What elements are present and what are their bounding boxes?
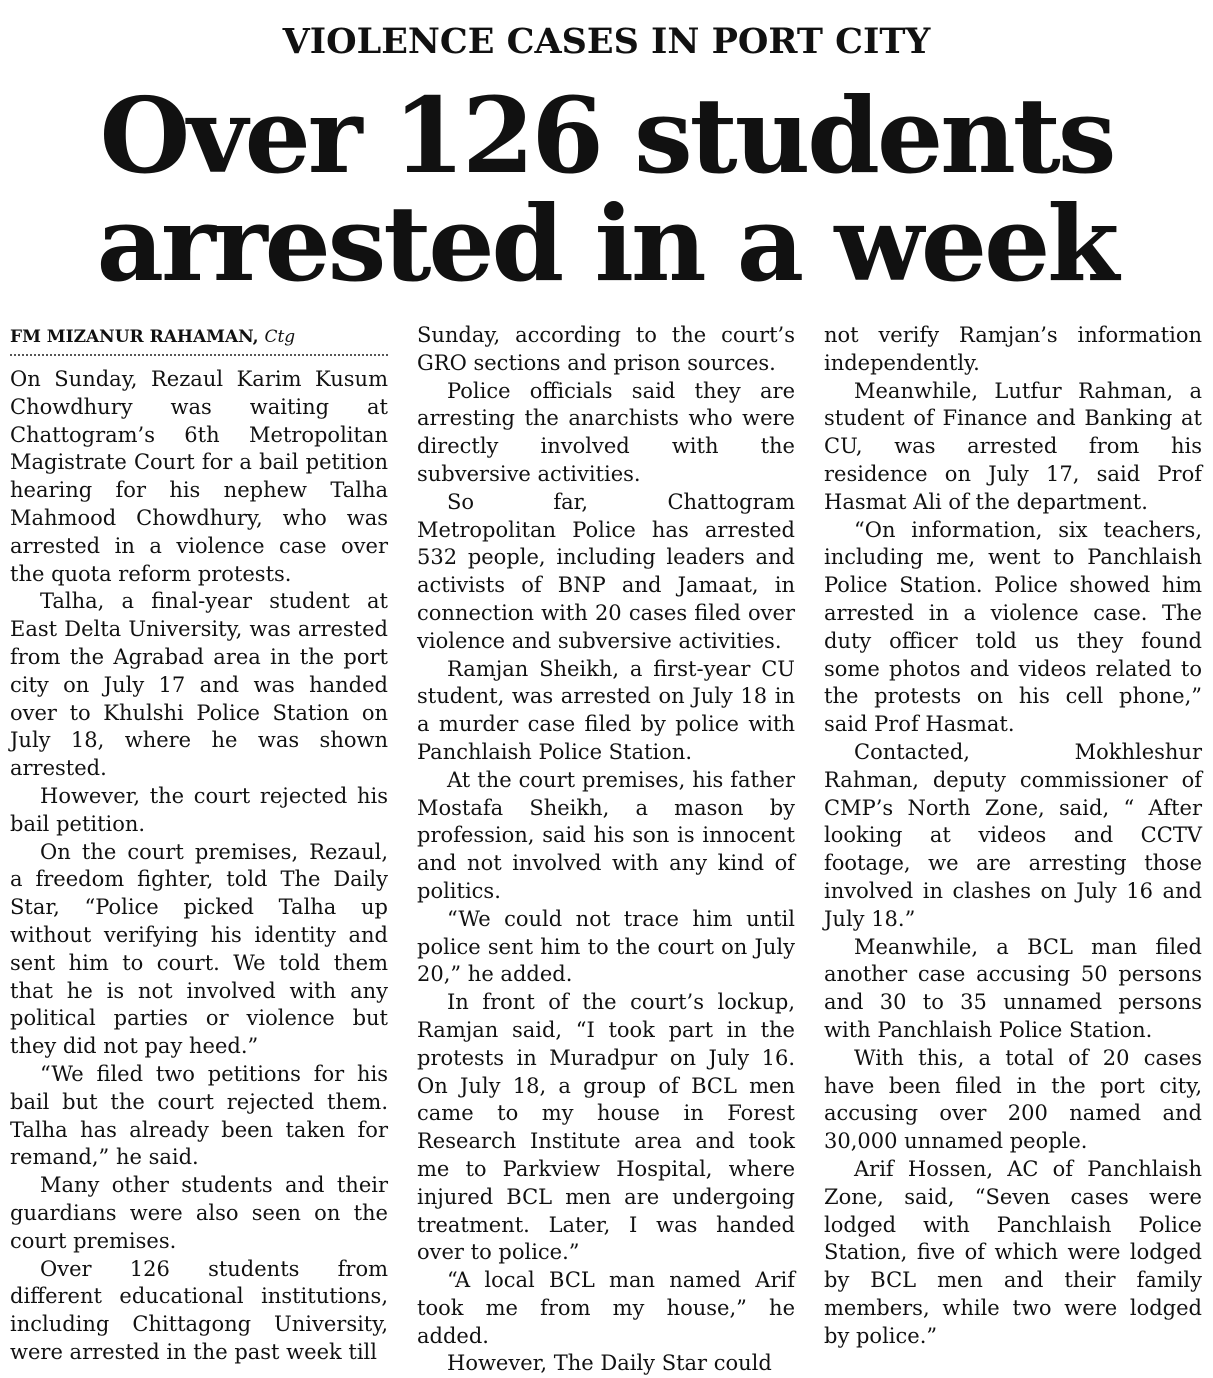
paragraph: On the court premises, Rezaul, a freedom fighter, told The Daily Star, “Police picked Talha up without verifying his identity and sent him to court. We told them that he is not involved with any political parties or violence but they did not pay heed.”: [10, 839, 388, 1059]
paragraph: With this, a total of 20 cases have been filed in the port city, accusing over 200 named and 30,000 unnamed people.: [824, 1045, 1202, 1154]
paragraph: Talha, a final-year student at East Delta University, was arrested from the Agrabad area in the port city on July 17 and was handed over to Khulshi Police Station on July 18, where he was shown arrested.: [10, 589, 388, 781]
article-column-2: [417, 322, 795, 1378]
article-column-3: [824, 322, 1202, 1350]
paragraph: Arif Hossen, AC of Panchlaish Zone, said, “Seven cases were lodged with Panchlaish Police Station, five of which were lodged by BCL men and their family members, while two were lodged by police.”: [824, 1156, 1202, 1348]
paragraph: On Sunday, Rezaul Karim Kusum Chowdhury was waiting at Chattogram’s 6th Metropolitan Magistrate Court for a bail petition hearing for his nephew Talha Mahmood Chowdhury, who was arrested in a violence case over the quota reform protests.: [10, 367, 388, 586]
article-column-1: [10, 322, 388, 1367]
paragraph: “On information, six teachers, including me, went to Panchlaish Police Station. Police showed him arrested in a violence case. The duty officer told us they found some photos and videos related to the protests on his cell phone,” said Prof Hasmat.: [824, 517, 1202, 737]
paragraph: However, The Daily Star could: [447, 1351, 772, 1376]
headline-line-1: Over 126 students: [99, 74, 1114, 197]
paragraph: Meanwhile, a BCL man filed another case accusing 50 persons and 30 to 35 unnamed persons with Panchlaish Police Station.: [824, 934, 1202, 1042]
headline-line-2: arrested in a week: [96, 182, 1117, 305]
byline-location: Ctg: [264, 327, 296, 347]
paragraph: Meanwhile, Lutfur Rahman, a student of Finance and Banking at CU, was arrested from his residence on July 17, said Prof Hasmat Ali of the department.: [824, 378, 1202, 514]
headline: [0, 74, 1213, 305]
paragraph: Sunday, according to the court’s GRO sections and prison sources.: [417, 323, 795, 375]
paragraph: “A local BCL man named Arif took me from my house,” he added.: [417, 1268, 795, 1348]
byline-divider: [10, 354, 388, 356]
paragraph: not verify Ramjan’s information independently.: [824, 323, 1202, 375]
paragraph: Over 126 students from different educational institutions, including Chittagong University, were arrested in the past week till: [10, 1256, 388, 1364]
paragraph: Police officials said they are arresting the anarchists who were directly involved with the subversive activities.: [417, 378, 795, 486]
paragraph: In front of the court’s lockup, Ramjan said, “I took part in the protests in Muradpur on July 16. On July 18, a group of BCL men came to my house in Forest Research Institute area and took me to Parkview Hospital, where injured BCL men are undergoing treatment. Later, I was handed over to police.”: [417, 990, 795, 1265]
paragraph: Contacted, Mokhleshur Rahman, deputy commissioner of CMP’s North Zone, said, “ After looking at videos and CCTV footage, we are arresting those involved in clashes on July 16 and July 18.”: [824, 739, 1202, 931]
paragraph: Many other students and their guardians were also seen on the court premises.: [10, 1173, 388, 1253]
paragraph: So far, Chattogram Metropolitan Police has arrested 532 people, including leaders and activists of BNP and Jamaat, in connection with 20 cases filed over violence and subversive activities.: [417, 489, 795, 653]
paragraph: At the court premises, his father Mostafa Sheikh, a mason by profession, said his son is innocent and not involved with any kind of politics.: [417, 767, 795, 903]
byline: [10, 322, 388, 352]
paragraph: However, the court rejected his bail petition.: [10, 783, 388, 836]
paragraph: “We could not trace him until police sent him to the court on July 20,” he added.: [417, 906, 795, 987]
paragraph: Ramjan Sheikh, a first-year CU student, was arrested on July 18 in a murder case filed by police with Panchlaish Police Station.: [417, 656, 795, 764]
byline-author: FM MIZANUR RAHAMAN,: [10, 327, 259, 347]
paragraph: “We filed two petitions for his bail but the court rejected them. Talha has already been taken for remand,” he said.: [10, 1061, 388, 1170]
kicker: VIOLENCE CASES IN PORT CITY: [282, 21, 931, 62]
